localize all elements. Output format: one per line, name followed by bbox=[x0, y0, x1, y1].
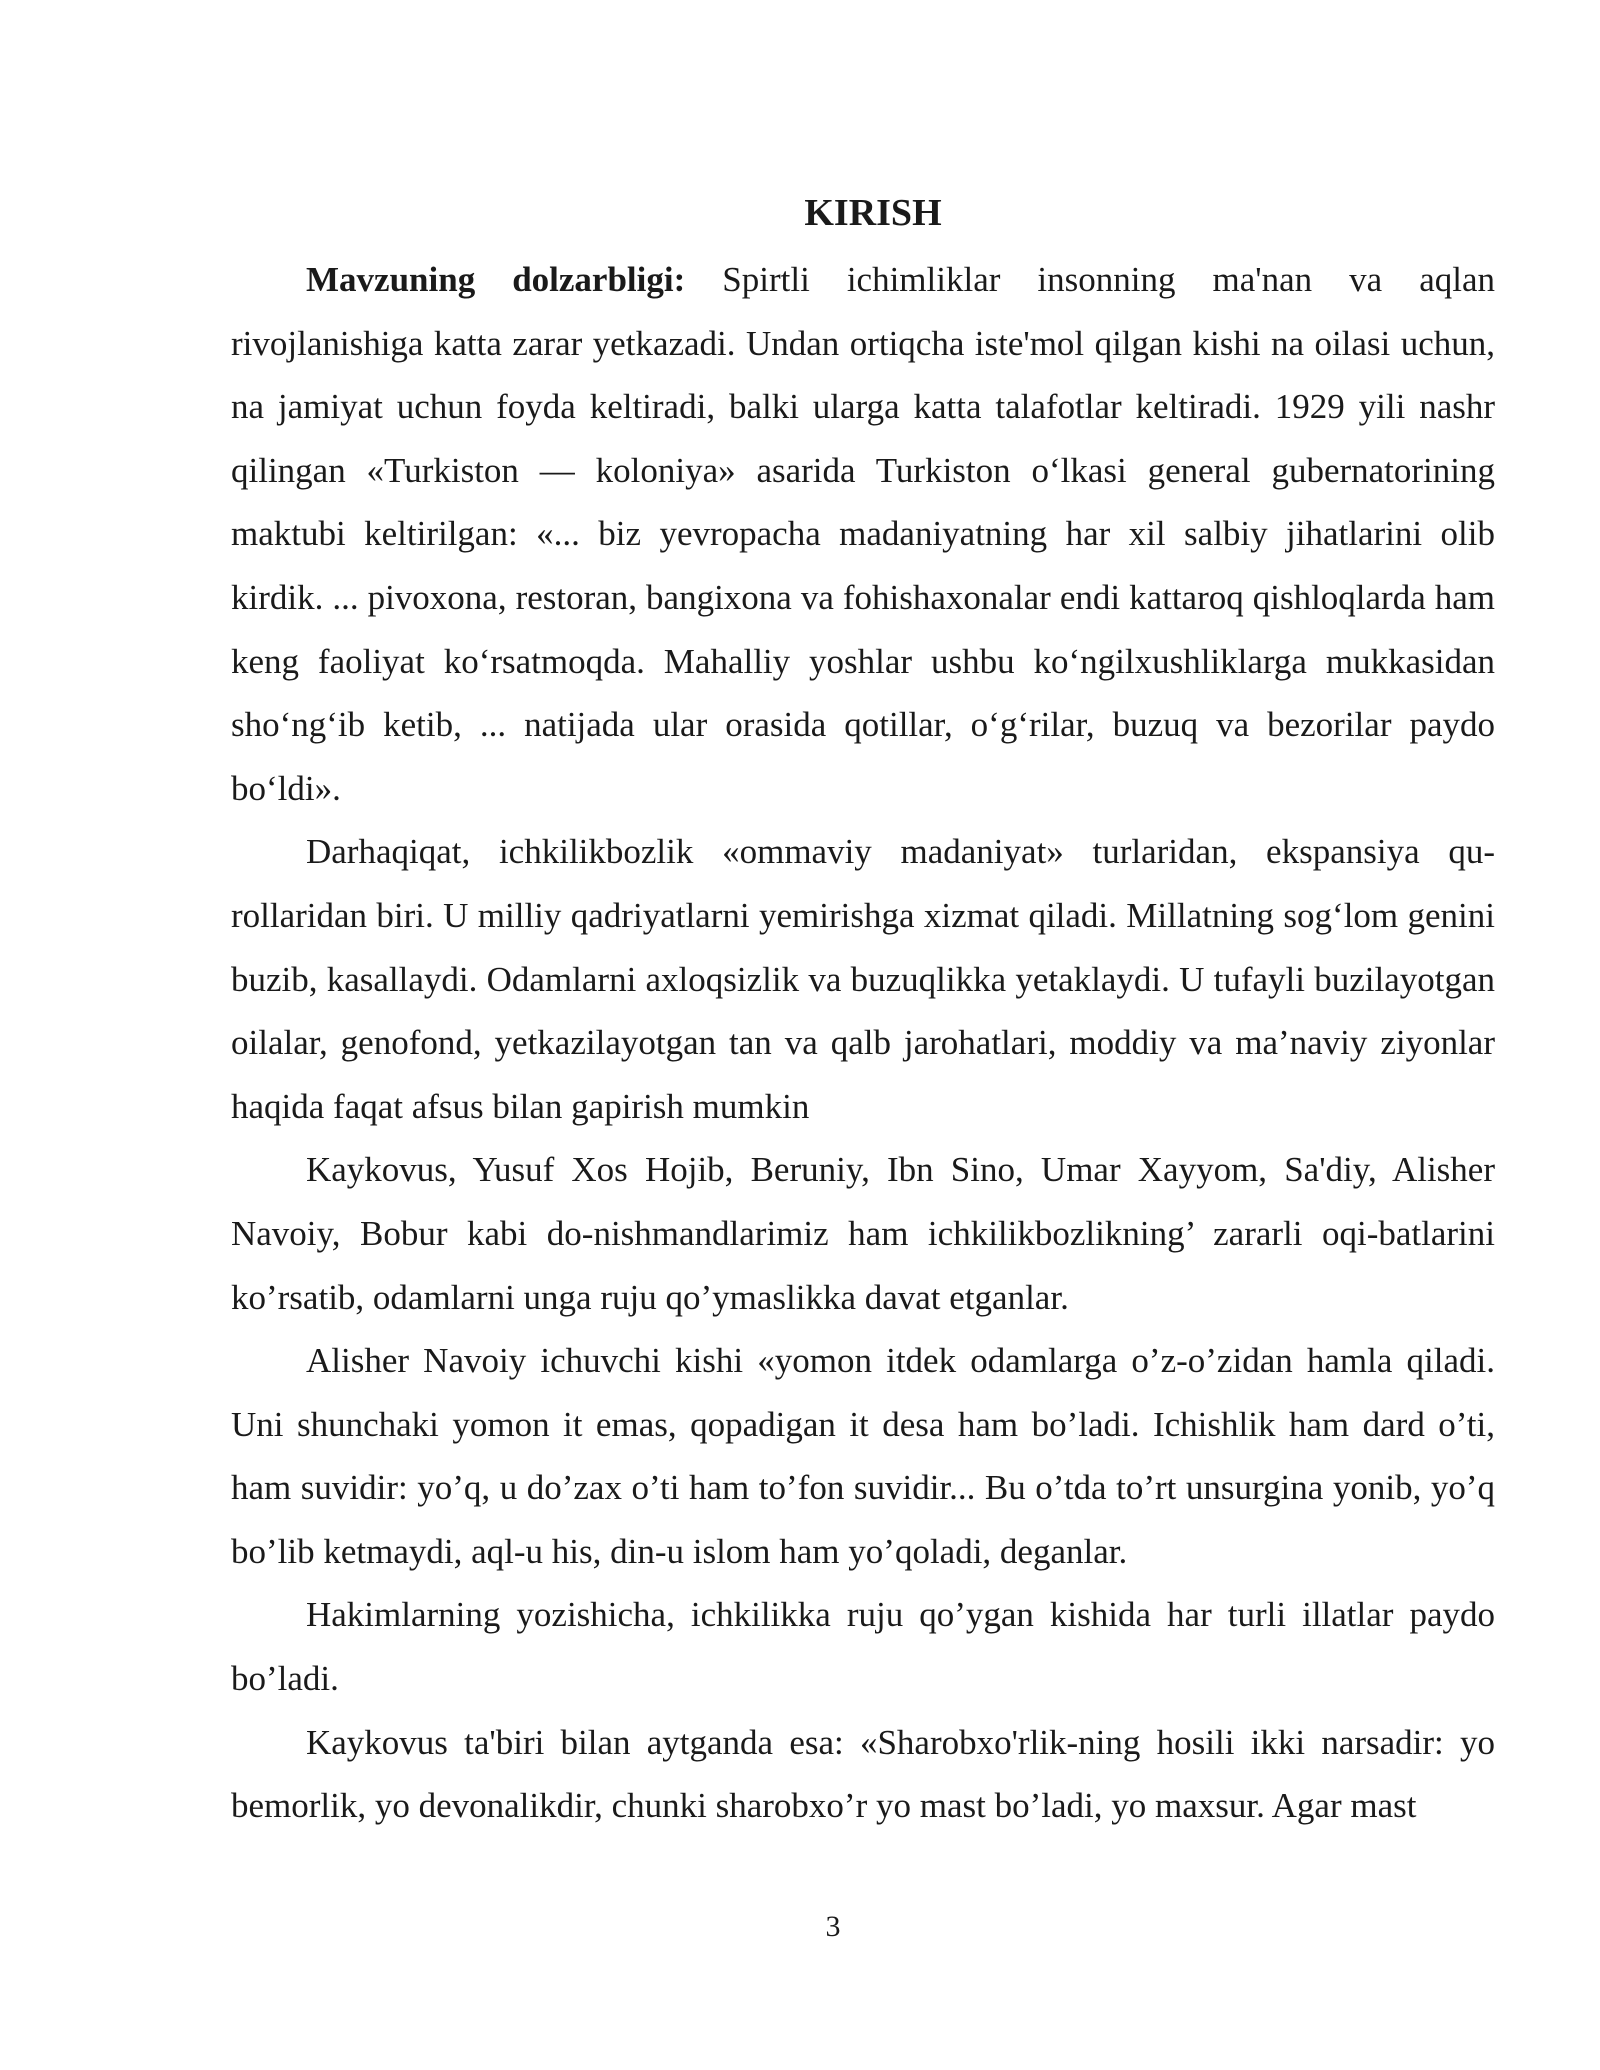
paragraph: Hakimlarning yozishicha, ichkilikka ruju qo’ygan kishida har turli illatlar paydo bo’ladi. bbox=[231, 1595, 1495, 1699]
paragraph: Kaykovus ta'biri bilan aytganda esa: «Sharobxo'rlik-ning hosili ikki narsadir: yo bemorlik, yo devonalikdir, chunki sharobxo’r yo mast bo’ladi, yo maxsur. Agar mast bbox=[231, 1722, 1495, 1826]
paragraph: Kaykovus, Yusuf Xos Hojib, Beruniy, Ibn Sino, Umar Xayyom, Sa'diy, Alisher Navoiy, Bobur kabi do-nishmandlarimiz ham ichkilikbozlikning’ zararli oqi-batlarini ko’rsatib, odamlarni unga ruju qo’ymaslikka davat etganlar. bbox=[231, 1150, 1495, 1317]
page-number: 3 bbox=[825, 1910, 841, 1943]
paragraph: Darhaqiqat, ichkilikbozlik «ommaviy madaniyat» turlaridan, ekspansiya qurollaridan biri. U milliy qadriyatlarni yemirishga xizmat qiladi. Millatning sog‘lom genini buzib, kasallaydi. Odamlarni axloqsizlik va buzuqlikka yetaklaydi. U tufayli buzilayotgan oilalar, genofond, yetkazilayotgan tan va qalb jarohatlari, moddiy va ma’naviy ziyonlar haqida faqat afsus bilan gapirish mumkin bbox=[231, 832, 1495, 1126]
page-content bbox=[231, 178, 1495, 1838]
section-title: KIRISH bbox=[804, 192, 942, 234]
paragraph-text: Spirtli ichimliklar insonning ma'nan va aqlan rivojlanishiga katta zarar yetkazadi. Undan ortiqcha iste'mol qilgan kishi na oilasi uchun, na jamiyat uchun foyda keltiradi, balki ularga katta talafotlar keltiradi. 1929 yili nashr qilingan «Turkiston — koloniya» asarida Turkiston o‘lkasi general gubernatorining maktubi keltirilgan: «... biz yevropacha madaniyatning har xil salbiy jihatlarini olib kirdik. ... pivoxona, restoran, bangixona va fohishaxonalar endi kattaroq qishloqlarda ham keng faoliyat ko‘rsatmoqda. Mahalliy yoshlar ushbu ko‘ngilxushliklarga mukkasidan sho‘ng‘ib ketib, ... natijada ular orasida qotillar, o‘g‘rilar, buzuq va bezorilar paydo bo‘ldi». bbox=[231, 260, 1495, 808]
paragraph-lead: Mavzuning dolzarbligi: bbox=[306, 260, 686, 299]
paragraph: Alisher Navoiy ichuvchi kishi «yomon itdek odamlarga o’z-o’zidan hamla qiladi. Uni shunchaki yomon it emas, qopadigan it desa ham bo’ladi. Ichishlik ham dard o’ti, ham suvidir: yo’q, u do’zax o’ti ham to’fon suvidir... Bu o’tda to’rt unsurgina yonib, yo’q bo’lib ketmaydi, aql-u his, din-u islom ham yo’qoladi, deganlar. bbox=[231, 1341, 1495, 1571]
paragraph-relevance bbox=[231, 248, 1495, 820]
